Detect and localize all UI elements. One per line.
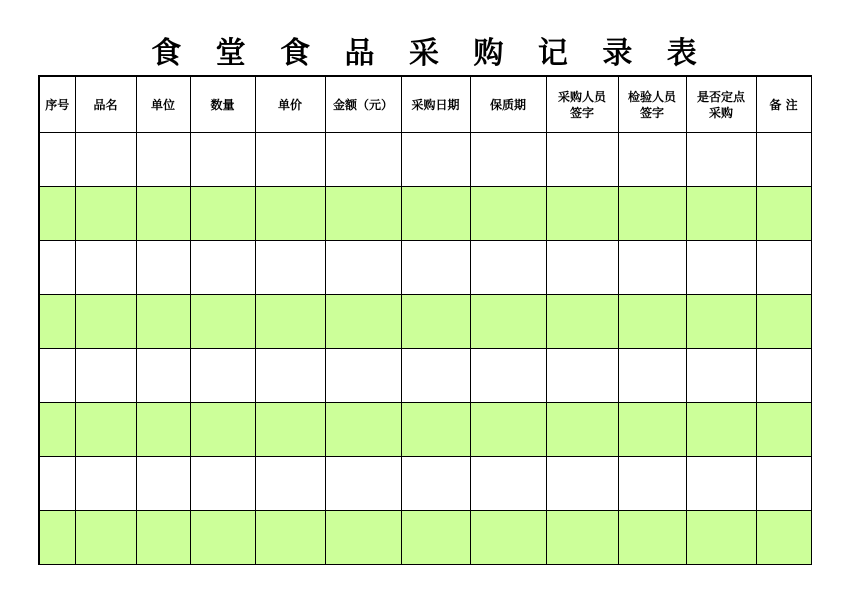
table-cell-quantity[interactable]: [190, 187, 255, 241]
table-cell-unit[interactable]: [136, 457, 190, 511]
table-cell-designated[interactable]: [686, 457, 756, 511]
table-cell-quantity[interactable]: [190, 457, 255, 511]
table-cell-inspector_sign[interactable]: [618, 457, 686, 511]
table-cell-price[interactable]: [255, 295, 325, 349]
table-cell-amount[interactable]: [325, 457, 401, 511]
table-header-row: [39, 76, 811, 133]
table-cell-item[interactable]: [75, 403, 136, 457]
table-cell-unit[interactable]: [136, 295, 190, 349]
table-cell-price[interactable]: [255, 241, 325, 295]
header-inspector-signature: 检验人员 签字: [618, 76, 686, 133]
table-row: [39, 133, 811, 187]
table-cell-shelf_life[interactable]: [470, 457, 546, 511]
header-designated-purchase: 是否定点 采购: [686, 76, 756, 133]
table-cell-item[interactable]: [75, 349, 136, 403]
table-cell-index[interactable]: [39, 241, 75, 295]
table-row: [39, 295, 811, 349]
table-cell-remarks[interactable]: [756, 349, 811, 403]
table-row: [39, 457, 811, 511]
table-cell-inspector_sign[interactable]: [618, 187, 686, 241]
table-cell-shelf_life[interactable]: [470, 187, 546, 241]
table-cell-unit[interactable]: [136, 403, 190, 457]
table-cell-unit[interactable]: [136, 187, 190, 241]
table-row: [39, 349, 811, 403]
table-cell-item[interactable]: [75, 133, 136, 187]
table-row: [39, 241, 811, 295]
table-cell-date[interactable]: [401, 295, 470, 349]
table-cell-remarks[interactable]: [756, 187, 811, 241]
table-cell-item[interactable]: [75, 241, 136, 295]
table-cell-shelf_life[interactable]: [470, 511, 546, 565]
table-cell-price[interactable]: [255, 511, 325, 565]
purchase-record-table: [38, 75, 812, 565]
table-cell-quantity[interactable]: [190, 241, 255, 295]
table-cell-index[interactable]: [39, 295, 75, 349]
table-cell-remarks[interactable]: [756, 511, 811, 565]
table-cell-index[interactable]: [39, 403, 75, 457]
header-quantity: 数量: [190, 76, 255, 133]
page-title: 食 堂 食 品 采 购 记 录 表: [151, 36, 709, 71]
table-cell-unit[interactable]: [136, 241, 190, 295]
table-cell-designated[interactable]: [686, 403, 756, 457]
table-cell-index[interactable]: [39, 133, 75, 187]
header-purchase-date: 采购日期: [401, 76, 470, 133]
table-cell-amount[interactable]: [325, 133, 401, 187]
table-cell-amount[interactable]: [325, 511, 401, 565]
table-cell-price[interactable]: [255, 457, 325, 511]
table-cell-shelf_life[interactable]: [470, 241, 546, 295]
table-cell-buyer_sign[interactable]: [546, 403, 618, 457]
table-cell-inspector_sign[interactable]: [618, 295, 686, 349]
table-cell-date[interactable]: [401, 349, 470, 403]
table-cell-item[interactable]: [75, 457, 136, 511]
header-buyer-signature: 采购人员 签字: [546, 76, 618, 133]
table-cell-inspector_sign[interactable]: [618, 511, 686, 565]
table-cell-index[interactable]: [39, 457, 75, 511]
table-cell-unit[interactable]: [136, 511, 190, 565]
table-cell-amount[interactable]: [325, 241, 401, 295]
table-cell-amount[interactable]: [325, 295, 401, 349]
table-cell-amount[interactable]: [325, 187, 401, 241]
table-cell-price[interactable]: [255, 349, 325, 403]
purchase-record-table-container: [38, 75, 810, 565]
table-cell-item[interactable]: [75, 511, 136, 565]
header-amount: 金额（元）: [325, 76, 401, 133]
table-cell-price[interactable]: [255, 187, 325, 241]
table-cell-quantity[interactable]: [190, 133, 255, 187]
table-cell-designated[interactable]: [686, 295, 756, 349]
table-cell-date[interactable]: [401, 133, 470, 187]
table-cell-quantity[interactable]: [190, 403, 255, 457]
table-cell-buyer_sign[interactable]: [546, 241, 618, 295]
header-unit: 单位: [136, 76, 190, 133]
table-cell-date[interactable]: [401, 403, 470, 457]
table-cell-index[interactable]: [39, 349, 75, 403]
table-cell-buyer_sign[interactable]: [546, 349, 618, 403]
table-cell-designated[interactable]: [686, 349, 756, 403]
table-cell-remarks[interactable]: [756, 241, 811, 295]
header-item-name: 品名: [75, 76, 136, 133]
header-index: 序号: [39, 76, 75, 133]
table-row: [39, 511, 811, 565]
table-cell-buyer_sign[interactable]: [546, 511, 618, 565]
table-cell-remarks[interactable]: [756, 295, 811, 349]
table-cell-quantity[interactable]: [190, 511, 255, 565]
table-cell-item[interactable]: [75, 187, 136, 241]
table-body: [39, 133, 811, 565]
table-cell-index[interactable]: [39, 511, 75, 565]
table-cell-remarks[interactable]: [756, 133, 811, 187]
table-cell-shelf_life[interactable]: [470, 403, 546, 457]
table-cell-price[interactable]: [255, 403, 325, 457]
table-cell-shelf_life[interactable]: [470, 349, 546, 403]
table-cell-date[interactable]: [401, 511, 470, 565]
table-cell-remarks[interactable]: [756, 457, 811, 511]
table-cell-unit[interactable]: [136, 133, 190, 187]
table-cell-amount[interactable]: [325, 349, 401, 403]
table-cell-inspector_sign[interactable]: [618, 349, 686, 403]
table-cell-designated[interactable]: [686, 511, 756, 565]
table-row: [39, 187, 811, 241]
table-cell-shelf_life[interactable]: [470, 133, 546, 187]
table-cell-date[interactable]: [401, 187, 470, 241]
table-cell-buyer_sign[interactable]: [546, 457, 618, 511]
table-cell-shelf_life[interactable]: [470, 295, 546, 349]
table-cell-buyer_sign[interactable]: [546, 187, 618, 241]
header-remarks: 备 注: [756, 76, 811, 133]
table-cell-inspector_sign[interactable]: [618, 133, 686, 187]
table-cell-price[interactable]: [255, 133, 325, 187]
table-cell-remarks[interactable]: [756, 403, 811, 457]
table-cell-date[interactable]: [401, 241, 470, 295]
table-cell-date[interactable]: [401, 457, 470, 511]
table-cell-designated[interactable]: [686, 133, 756, 187]
table-cell-amount[interactable]: [325, 403, 401, 457]
table-cell-buyer_sign[interactable]: [546, 133, 618, 187]
table-row: [39, 403, 811, 457]
table-cell-unit[interactable]: [136, 349, 190, 403]
header-shelf-life: 保质期: [470, 76, 546, 133]
table-cell-designated[interactable]: [686, 187, 756, 241]
table-cell-buyer_sign[interactable]: [546, 295, 618, 349]
table-cell-quantity[interactable]: [190, 349, 255, 403]
table-cell-item[interactable]: [75, 295, 136, 349]
table-cell-quantity[interactable]: [190, 295, 255, 349]
table-cell-inspector_sign[interactable]: [618, 241, 686, 295]
table-cell-index[interactable]: [39, 187, 75, 241]
header-unit-price: 单价: [255, 76, 325, 133]
table-cell-designated[interactable]: [686, 241, 756, 295]
table-cell-inspector_sign[interactable]: [618, 403, 686, 457]
